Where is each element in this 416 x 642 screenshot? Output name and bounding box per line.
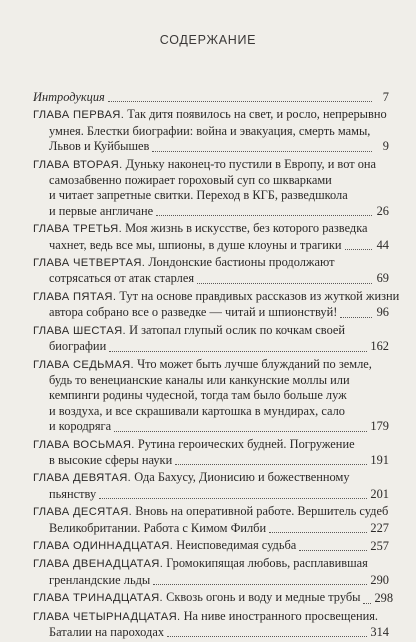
table-of-contents xyxy=(33,90,400,642)
entry-text: Громокипящая любовь, расплавившая xyxy=(163,556,368,571)
page-number: 257 xyxy=(370,538,389,553)
entry-text: Интродукция xyxy=(33,90,105,104)
entry-text: Рутина героических будней. Погружение xyxy=(134,436,355,451)
toc-line-text xyxy=(33,437,355,453)
entry-text: Тут на основе правдивых рассказов из жуткой жизни xyxy=(116,288,400,303)
toc-line xyxy=(33,323,389,339)
dot-leader xyxy=(99,498,367,499)
toc-line-text xyxy=(49,453,172,468)
toc-entry xyxy=(33,90,389,105)
toc-line-text xyxy=(33,255,335,271)
toc-entry xyxy=(33,107,389,154)
dot-leader xyxy=(269,532,367,533)
toc-line xyxy=(33,255,389,271)
dot-leader xyxy=(299,550,367,551)
toc-line-text xyxy=(49,238,342,253)
dot-leader xyxy=(114,431,367,432)
toc-line xyxy=(33,453,389,468)
toc-entry xyxy=(33,437,389,469)
chapter-label: ГЛАВА ПЕРВАЯ. xyxy=(33,109,125,122)
entry-text: Дуньку наконец-то пустили в Европу, и вот она xyxy=(122,156,377,171)
toc-line-text xyxy=(49,124,370,139)
chapter-label: ГЛАВА ШЕСТАЯ. xyxy=(33,324,126,337)
toc-line xyxy=(33,521,389,536)
toc-line-text xyxy=(49,139,149,154)
chapter-label: ГЛАВА ЧЕТВЕРТАЯ. xyxy=(33,257,146,270)
toc-line-text xyxy=(49,173,332,188)
toc-line-text xyxy=(49,271,194,286)
toc-line-text xyxy=(49,188,348,203)
entry-text: умнея. Блестки биографии: война и эвакуация, смерть мамы, xyxy=(49,123,371,138)
toc-line xyxy=(33,339,389,354)
toc-line-text xyxy=(49,373,350,388)
entry-text: в высокие сферы науки xyxy=(49,452,173,467)
toc-entry xyxy=(33,288,400,321)
toc-line xyxy=(33,139,389,154)
toc-line-text xyxy=(49,305,337,320)
toc-line-text xyxy=(33,107,387,123)
toc-line xyxy=(33,107,389,123)
toc-line xyxy=(33,556,389,572)
toc-line-text xyxy=(33,538,296,554)
dot-leader xyxy=(340,317,372,318)
dot-leader xyxy=(109,351,367,352)
entry-text: Лондонские бастионы продолжают xyxy=(145,255,335,270)
toc-entry xyxy=(33,504,389,536)
chapter-label: ГЛАВА ДЕСЯТАЯ. xyxy=(33,506,133,519)
toc-line-text xyxy=(49,404,345,419)
toc-entry xyxy=(33,221,389,253)
dot-leader xyxy=(345,249,372,250)
entry-text: гренландские льды xyxy=(49,572,151,587)
page-number: 162 xyxy=(370,339,389,354)
chapter-label: ГЛАВА ПЯТАЯ. xyxy=(33,290,117,303)
page-number: 314 xyxy=(370,625,389,639)
chapter-label: ГЛАВА ОДИННАДЦАТАЯ. xyxy=(33,539,174,552)
toc-line xyxy=(33,538,389,554)
dot-leader xyxy=(108,101,372,102)
entry-text: сотрясаться от атак старлея xyxy=(49,271,195,286)
page-number: 179 xyxy=(370,419,389,434)
toc-line xyxy=(33,124,389,139)
toc-line xyxy=(33,609,389,625)
page-number: 191 xyxy=(370,452,389,467)
toc-entry xyxy=(33,357,389,435)
entry-text: будь то венецианские каналы или канкунские моллы или xyxy=(49,372,350,387)
entry-text: Вновь на оперативной работе. Вершитель судеб xyxy=(132,504,389,519)
entry-text: Что может быть лучше блужданий по земле, xyxy=(133,356,372,371)
toc-line xyxy=(33,504,389,520)
toc-line xyxy=(33,271,389,286)
toc-line-text xyxy=(33,609,378,625)
page-number: 227 xyxy=(370,520,389,535)
toc-line-text xyxy=(33,221,368,237)
chapter-label: ГЛАВА СЕДЬМАЯ. xyxy=(33,358,134,371)
toc-line xyxy=(33,470,389,486)
page-number: 201 xyxy=(370,486,389,501)
toc-line xyxy=(33,419,389,434)
chapter-label: ГЛАВА ВОСЬМАЯ. xyxy=(33,438,135,451)
dot-leader xyxy=(175,464,367,465)
entry-text: Неисповедимая судьба xyxy=(173,537,297,552)
entry-text: И затопал глупый ослик по кочкам своей xyxy=(125,322,346,337)
toc-line-text xyxy=(33,357,372,373)
toc-entry xyxy=(33,157,389,220)
toc-entry xyxy=(33,323,389,355)
page-number: 9 xyxy=(382,139,389,154)
dot-leader xyxy=(167,636,367,637)
entry-text: автора собрано все о разведке — читай и шпионствуй! xyxy=(49,305,338,320)
toc-line-text xyxy=(33,590,360,606)
toc-line-text xyxy=(49,204,153,219)
toc-line xyxy=(33,188,389,203)
toc-line xyxy=(33,388,389,403)
page-number: 298 xyxy=(374,591,394,606)
entry-text: кемпинги родины чудесной, тогда там было больше луж xyxy=(49,388,347,403)
entry-text: чахнет, ведь все мы, шпионы, в душе клоуны и трагики xyxy=(49,237,342,252)
toc-line-text xyxy=(33,90,105,105)
dot-leader xyxy=(152,151,372,152)
entry-text: Великобритании. Работа с Кимом Филби xyxy=(49,520,267,535)
toc-line-text xyxy=(49,521,266,536)
toc-line-text xyxy=(49,573,150,588)
page-number: 44 xyxy=(376,237,389,252)
page-title: СОДЕРЖАНИЕ xyxy=(159,33,257,47)
toc-entry xyxy=(33,470,389,502)
toc-line-text xyxy=(33,470,350,486)
dot-leader xyxy=(197,283,372,284)
toc-line-text xyxy=(49,625,164,640)
entry-text: самозабвенно пожирает гороховый суп со шкварками xyxy=(49,173,332,188)
dot-leader xyxy=(363,603,371,604)
entry-text: Моя жизнь в искусстве, без которого разведка xyxy=(122,221,368,236)
toc-line-text xyxy=(33,556,368,572)
toc-line xyxy=(33,357,389,373)
entry-text: На ниве иностранного просвещения. xyxy=(180,608,379,623)
entry-text: пьянству xyxy=(49,486,97,501)
page-number: 96 xyxy=(376,305,389,320)
toc-line-text xyxy=(49,339,106,354)
page-number: 69 xyxy=(376,271,389,286)
toc-line xyxy=(33,157,389,173)
toc-line xyxy=(33,625,389,640)
toc-line xyxy=(33,288,400,305)
toc-line xyxy=(33,573,389,588)
chapter-label: ГЛАВА ТРИНАДЦАТАЯ. xyxy=(33,592,163,605)
toc-entry xyxy=(33,590,394,606)
entry-text: биографии xyxy=(49,339,107,354)
toc-line xyxy=(33,204,389,219)
entry-text: и читает запретные свитки. Переход в КГБ, разведшкола xyxy=(49,188,348,203)
dot-leader xyxy=(153,584,367,585)
entry-text: Сквозь огонь и воду и медные трубы xyxy=(163,590,361,605)
entry-text: Баталии на пароходах xyxy=(49,625,165,639)
toc-line-text xyxy=(33,323,345,339)
toc-line-text xyxy=(49,487,96,502)
entry-text: Так дитя появилось на свет, и росло, непрерывно xyxy=(124,107,387,122)
toc-line-text xyxy=(33,157,376,173)
toc-entry xyxy=(33,556,389,588)
entry-text: Ода Бахусу, Дионисию и божественному xyxy=(131,470,350,485)
toc-line-text xyxy=(33,504,388,520)
toc-line xyxy=(33,221,389,237)
chapter-label: ГЛАВА ТРЕТЬЯ. xyxy=(33,223,123,236)
page-number: 290 xyxy=(370,572,389,587)
entry-text: Львов и Куйбышев xyxy=(49,139,150,154)
toc-line xyxy=(33,373,389,388)
chapter-label: ГЛАВА ВТОРАЯ. xyxy=(33,158,123,171)
toc-line xyxy=(33,437,389,453)
toc-line xyxy=(33,487,389,502)
dot-leader xyxy=(156,215,372,216)
toc-line xyxy=(33,305,389,320)
page-number: 26 xyxy=(376,203,389,218)
toc-line xyxy=(33,590,394,606)
chapter-label: ГЛАВА ДЕВЯТАЯ. xyxy=(33,472,132,485)
entry-text: и первые англичане xyxy=(49,203,154,218)
toc-line-text xyxy=(49,388,347,403)
toc-line xyxy=(33,173,389,188)
toc-entry xyxy=(33,255,389,287)
toc-line-text xyxy=(49,419,111,434)
toc-line xyxy=(33,238,389,253)
page-number: 7 xyxy=(382,90,389,104)
toc-line xyxy=(33,90,389,105)
toc-line xyxy=(33,404,389,419)
chapter-label: ГЛАВА ЧЕТЫРНАДЦАТАЯ. xyxy=(33,610,181,623)
toc-line-text xyxy=(33,289,399,305)
chapter-label: ГЛАВА ДВЕНАДЦАТАЯ. xyxy=(33,558,164,571)
entry-text: и кородряга xyxy=(49,419,112,434)
toc-entry xyxy=(33,538,389,554)
entry-text: и воздуха, и все скрашивали картошка в мундирах, сало xyxy=(49,403,345,418)
